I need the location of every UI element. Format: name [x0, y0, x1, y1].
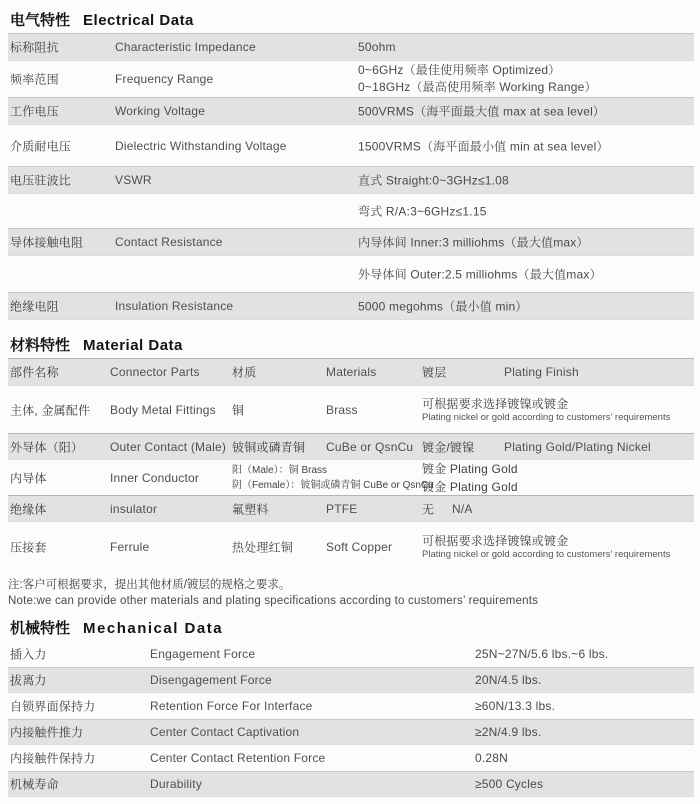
spec-label-cn: 内接触件保持力 [10, 751, 96, 766]
spec-value-line: 0~18GHz（最高使用频率 Working Range） [358, 80, 597, 94]
table-row [8, 433, 694, 460]
part-name-cn: 内导体 [10, 471, 47, 485]
plating-finish [422, 396, 670, 424]
spec-label-cn: 标称阻抗 [10, 40, 59, 55]
spec-value: 500VRMS（海平面最大值 max at sea level） [358, 104, 606, 119]
spec-label-cn: 导体接触电阻 [10, 235, 84, 250]
spec-label-en: Frequency Range [115, 72, 214, 86]
column-header: 部件名称 [10, 365, 59, 380]
part-name-en: insulator [110, 501, 158, 516]
spec-label-cn: 拔离力 [10, 673, 47, 688]
plating-cn: 镀金/镀镍 [422, 440, 475, 454]
spec-value-line: 0~6GHz（最佳使用频率 Optimized） [358, 63, 561, 77]
part-name-en: Body Metal Fittings [110, 402, 216, 417]
table-row [8, 522, 694, 572]
table-row [8, 61, 694, 97]
plating-cn: 可根据要求选择镀镍或镀金 [422, 396, 569, 411]
plating-line: 镀金 Plating Gold [422, 479, 518, 494]
plating-en: Plating Gold/Plating Nickel [504, 439, 651, 454]
part-name-en: Outer Contact (Male) [110, 439, 227, 454]
section-title-en: Material Data [83, 337, 183, 354]
column-header: 镀层 [422, 365, 447, 380]
spec-label-en: Characteristic Impedance [115, 40, 256, 54]
section-title-en: Electrical Data [83, 12, 194, 29]
spec-label-cn: 插入力 [10, 647, 47, 662]
spec-label-cn: 频率范围 [10, 72, 59, 87]
spec-label-en: Durability [150, 777, 203, 791]
spec-value [358, 62, 597, 96]
spec-label-cn: 自锁界面保持力 [10, 699, 96, 714]
material-en: CuBe or QsnCu [326, 439, 414, 454]
spec-label-en: Insulation Resistance [115, 299, 234, 313]
table-row [8, 719, 694, 745]
column-header: Materials [326, 365, 377, 379]
spec-value: 1500VRMS（海平面最小值 min at sea level） [358, 139, 609, 153]
spec-label-en: Working Voltage [115, 104, 206, 118]
table-row [8, 745, 694, 771]
plating-cn: 无 [422, 502, 435, 516]
plating-line: 镀金 Plating Gold [422, 461, 518, 476]
material-cn: 热处理红铜 [232, 540, 294, 555]
section-title-cn: 电气特性 [10, 12, 71, 29]
section-title-en: Mechanical Data [83, 620, 224, 637]
plating-en: Plating nickel or gold according to customers’ requirements [422, 411, 671, 423]
table-header-row [8, 358, 694, 386]
spec-value: 直式 Straight:0~3GHz≤1.08 [358, 173, 509, 188]
spec-label-en: Disengagement Force [150, 673, 272, 687]
table-row [8, 292, 694, 320]
plating-en: N/A [452, 501, 473, 516]
table-row [8, 386, 694, 433]
spec-value: 弯式 R/A:3~6GHz≤1.15 [358, 204, 487, 219]
spec-label-cn: 工作电压 [10, 104, 59, 119]
part-name-cn: 绝缘体 [10, 502, 47, 516]
part-name-cn: 外导体（阳） [10, 440, 84, 454]
spec-label-cn: 电压驻波比 [10, 173, 72, 188]
material-cn: 铍铜或磷青铜 [232, 440, 306, 454]
spec-value: 25N~27N/5.6 lbs.~6 lbs. [475, 647, 609, 661]
table-row [8, 771, 694, 797]
part-name-cn: 压接套 [10, 540, 47, 555]
plating-finish [422, 533, 670, 561]
part-name-en: Ferrule [110, 540, 150, 554]
plating-en: Plating nickel or gold according to customers’ requirements [422, 549, 671, 560]
material-line: 阳（Male）：铜 Brass [232, 464, 328, 476]
section-title-cn: 材料特性 [10, 337, 71, 354]
column-header: 材质 [232, 365, 257, 380]
material-cn: 铜 [232, 403, 245, 417]
plating-finish [422, 460, 518, 496]
table-row [8, 194, 694, 228]
table-row [8, 125, 694, 166]
table-row [8, 228, 694, 256]
table-row [8, 667, 694, 693]
section-title-material [10, 333, 700, 358]
column-header: Plating Finish [504, 365, 579, 379]
spec-label-en: Center Contact Captivation [150, 725, 300, 739]
spec-value: ≥500 Cycles [475, 777, 544, 791]
note-cn: 注:客户可根据要求，提出其他材质/镀层的规格之要求。 [8, 579, 291, 591]
section-title-mechanical [10, 616, 700, 641]
spec-label-en: Retention Force For Interface [150, 699, 313, 713]
part-name-cn: 主体, 金属配件 [10, 403, 91, 417]
spec-value: 0.28N [475, 751, 509, 765]
spec-label-cn: 介质耐电压 [10, 139, 72, 153]
note-en: Note:we can provide other materials and plating specifications according to customers’ requirements [8, 595, 539, 607]
table-row [8, 97, 694, 125]
table-row [8, 460, 694, 495]
material-en: PTFE [326, 501, 358, 516]
table-row [8, 641, 694, 667]
material-en: Soft Copper [326, 540, 393, 554]
spec-label-cn: 绝缘电阻 [10, 299, 59, 314]
spec-value: 20N/4.5 lbs. [475, 673, 542, 687]
material-cn: 氟塑料 [232, 502, 269, 516]
table-row [8, 693, 694, 719]
spec-value: 5000 megohms（最小值 min） [358, 299, 528, 314]
spec-label-en: Contact Resistance [115, 235, 223, 249]
plating-cn: 可根据要求选择镀镍或镀金 [422, 534, 569, 548]
spec-value: ≥60N/13.3 lbs. [475, 699, 556, 713]
material-notes [8, 577, 700, 610]
part-name-en: Inner Conductor [110, 470, 200, 485]
table-row [8, 166, 694, 194]
table-row [8, 495, 694, 522]
spec-label-en: Engagement Force [150, 647, 256, 661]
spec-label-cn: 内接触件推力 [10, 725, 84, 740]
section-title-cn: 机械特性 [10, 620, 71, 637]
spec-value: 外导体间 Outer:2.5 milliohms（最大值max） [358, 267, 602, 282]
table-row [8, 33, 694, 61]
spec-value: 50ohm [358, 40, 396, 54]
column-header: Connector Parts [110, 365, 200, 379]
spec-label-en: VSWR [115, 173, 152, 187]
material-detail [232, 463, 434, 493]
spec-label-cn: 机械寿命 [10, 777, 59, 792]
spec-label-en: Dielectric Withstanding Voltage [115, 138, 287, 153]
table-row [8, 256, 694, 292]
spec-value: 内导体间 Inner:3 milliohms（最大值max） [358, 235, 589, 250]
spec-label-en: Center Contact Retention Force [150, 751, 326, 765]
section-title-electrical [10, 8, 700, 33]
material-en: Brass [326, 402, 358, 417]
spec-value: ≥2N/4.9 lbs. [475, 725, 542, 739]
material-line: 阴（Female）：铍铜或磷青铜 CuBe or QsnCu [232, 479, 434, 491]
